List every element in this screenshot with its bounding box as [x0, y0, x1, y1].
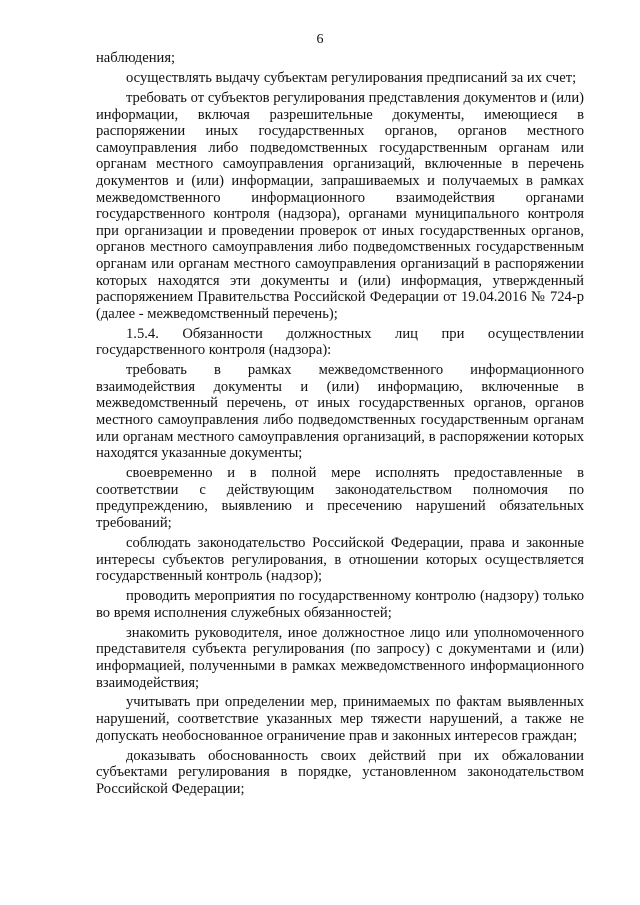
page-number: 6 [316, 32, 324, 47]
paragraph-duty-time: проводить мероприятия по государственному контролю (надзору) только во время исполнения служебных обязанностей; [96, 588, 584, 621]
section-heading-1-5-4: 1.5.4. Обязанности должностных лиц при осуществлении государственного контроля (надзора): [96, 325, 584, 359]
paragraph-issue-orders: осуществлять выдачу субъектам регулирования предписаний за их счет; [126, 69, 577, 86]
document-body [96, 50, 584, 801]
paragraph-exercise-powers: своевременно и в полной мере исполнять предоставленные в соответствии с действующим законодательством полномочия по предупреждению, выявлению и пресечению нарушений обязательных требований; [96, 465, 584, 531]
paragraph-justify-actions: доказывать обоснованность своих действий при их обжаловании субъектами регулирования в порядке, установленном законодательством Российской Федерации; [96, 747, 584, 797]
paragraph-proportional-measures: учитывать при определении мер, принимаемых по фактам выявленных нарушений, соответствие указанных мер тяжести нарушений, а также не допускать необоснованное ограничение прав и законных интересов граждан; [96, 694, 584, 744]
paragraph-continuation: наблюдения; [96, 50, 176, 66]
paragraph-observe-law: соблюдать законодательство Российской Федерации, права и законные интересы субъектов регулирования, в отношении которых осуществляется государственный контроль (надзор); [96, 534, 584, 585]
paragraph-acquaint-representative: знакомить руководителя, иное должностное лицо или уполномоченного представителя субъекта регулирования (по запросу) с документами и (или) информацией, полученными в рамках межведомственного информационного взаимодействия; [96, 624, 584, 691]
paragraph-request-documents: требовать от субъектов регулирования представления документов и (или) информации, включая разрешительные документы, имеющиеся в распоряжении иных государственных органов, органов местного самоуправления либо подведомственных государственным органам или органам местного самоуправления организаций, включенные в перечень документов и (или) информации, запрашиваемых и получаемых в рамках межведомственного информационного взаимодействия органами государственного контроля (надзора), органами муниципального контроля при организации и проведении проверок от иных государственных органов, органов местного самоуправления либо подведомственных государственным органам или органам местного самоуправления организаций в распоряжении которых находятся эти документы и (или) информация, утвержденный распоряжением Правительства Российской Федерации от 19.04.2016 № 724-р (далее - межведомственный перечень); [96, 89, 584, 322]
paragraph-interagency-request: требовать в рамках межведомственного информационного взаимодействия документы и (или) информацию, включенные в межведомственный перечень, от иных государственных органов, органов местного самоуправления либо подведомственных государственным органам или органам местного самоуправления организаций, в распоряжении которых находятся указанные документы; [96, 362, 584, 462]
